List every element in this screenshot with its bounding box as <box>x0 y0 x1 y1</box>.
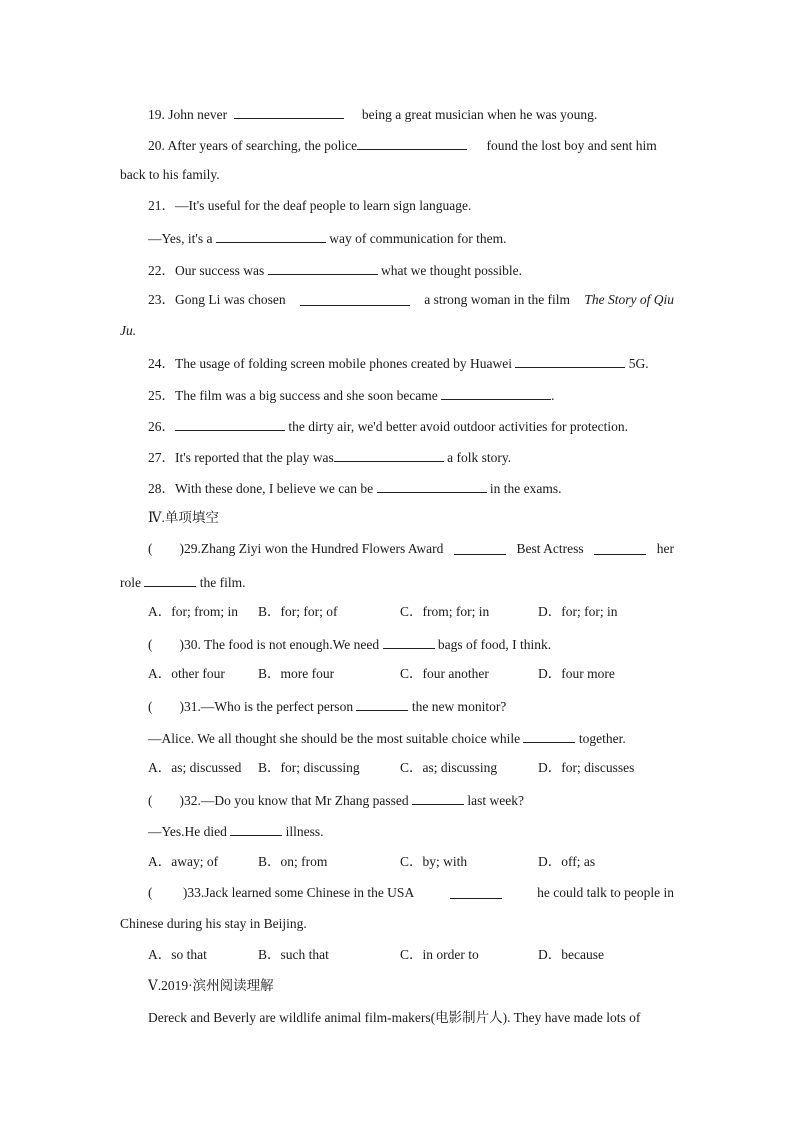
question-32: ( )32.—Do you know that Mr Zhang passed last week? <box>148 790 524 810</box>
question-33-cont: Chinese during his stay in Beijing. <box>120 916 307 931</box>
option-d[interactable]: D．for; for; in <box>538 604 618 619</box>
answer-blank[interactable] <box>216 228 326 243</box>
question-26: 26． the dirty air, we'd better avoid outdoor activities for protection. <box>148 416 628 436</box>
answer-blank[interactable] <box>300 291 410 306</box>
option-d[interactable]: D．off; as <box>538 854 596 869</box>
option-c[interactable]: C．from; for; in <box>400 604 490 619</box>
answer-blank[interactable] <box>441 385 551 400</box>
question-24: 24．The usage of folding screen mobile phones created by Huawei 5G. <box>148 353 649 373</box>
section-heading-multiple-choice: Ⅳ.单项填空 <box>148 510 219 525</box>
answer-blank[interactable] <box>515 353 625 368</box>
question-28: 28．With these done, I believe we can be in the exams. <box>148 478 561 498</box>
question-21: 21．—It's useful for the deaf people to learn sign language. <box>148 198 472 213</box>
answer-blank[interactable] <box>230 821 282 836</box>
question-31-reply: —Alice. We all thought she should be the most suitable choice while together. <box>148 728 626 748</box>
question-20-cont: back to his family. <box>120 167 220 182</box>
answer-blank[interactable] <box>377 478 487 493</box>
question-32-reply: —Yes.He died illness. <box>148 821 324 841</box>
answer-blank[interactable] <box>268 260 378 275</box>
option-a[interactable]: A．other four <box>148 666 225 681</box>
answer-blank[interactable] <box>356 696 408 711</box>
reading-passage: Dereck and Beverly are wildlife animal film-makers(电影制片人). They have made lots of <box>148 1010 641 1025</box>
question-31: ( )31.—Who is the perfect person the new monitor? <box>148 696 506 716</box>
question-30: ( )30. The food is not enough.We need bags of food, I think. <box>148 634 551 654</box>
option-d[interactable]: D．because <box>538 947 604 962</box>
option-b[interactable]: B．such that <box>258 947 329 962</box>
answer-blank[interactable] <box>175 416 285 431</box>
question-23-cont: Ju. <box>120 323 137 338</box>
option-a[interactable]: A．as; discussed <box>148 760 242 775</box>
answer-blank[interactable] <box>412 790 464 805</box>
option-b[interactable]: B．for; for; of <box>258 604 338 619</box>
option-a[interactable]: A．so that <box>148 947 207 962</box>
answer-blank[interactable] <box>523 728 575 743</box>
option-b[interactable]: B．on; from <box>258 854 328 869</box>
question-19: 19. John never being a great musician when he was young. <box>148 104 597 124</box>
option-b[interactable]: B．for; discussing <box>258 760 360 775</box>
answer-blank[interactable] <box>144 572 196 587</box>
answer-blank[interactable] <box>454 540 506 555</box>
option-c[interactable]: C．four another <box>400 666 489 681</box>
question-33: ( )33.Jack learned some Chinese in the USA he could talk to people in <box>148 885 674 900</box>
answer-blank[interactable] <box>450 884 502 899</box>
option-a[interactable]: A．for; from; in <box>148 604 238 619</box>
answer-blank[interactable] <box>357 135 467 150</box>
option-d[interactable]: D．four more <box>538 666 615 681</box>
question-29-cont: role the film. <box>120 572 246 592</box>
answer-blank[interactable] <box>594 540 646 555</box>
question-21-reply: —Yes, it's a way of communication for them. <box>148 228 507 248</box>
question-29: ( )29.Zhang Ziyi won the Hundred Flowers Award Best Actress her <box>148 541 674 556</box>
answer-blank[interactable] <box>234 104 344 119</box>
option-c[interactable]: C．as; discussing <box>400 760 498 775</box>
option-c[interactable]: C．in order to <box>400 947 479 962</box>
question-20: 20. After years of searching, the police found the lost boy and sent him <box>148 135 657 155</box>
answer-blank[interactable] <box>383 634 435 649</box>
question-22: 22．Our success was what we thought possible. <box>148 260 522 280</box>
option-c[interactable]: C．by; with <box>400 854 468 869</box>
question-23: 23．Gong Li was chosen a strong woman in the film The Story of Qiu <box>148 292 674 307</box>
option-d[interactable]: D．for; discusses <box>538 760 635 775</box>
question-25: 25．The film was a big success and she soon became . <box>148 385 555 405</box>
option-a[interactable]: A．away; of <box>148 854 219 869</box>
option-b[interactable]: B．more four <box>258 666 335 681</box>
section-heading-reading: Ⅴ.2019·滨州阅读理解 <box>148 978 274 993</box>
question-27: 27．It's reported that the play was a folk story. <box>148 447 511 467</box>
answer-blank[interactable] <box>334 447 444 462</box>
